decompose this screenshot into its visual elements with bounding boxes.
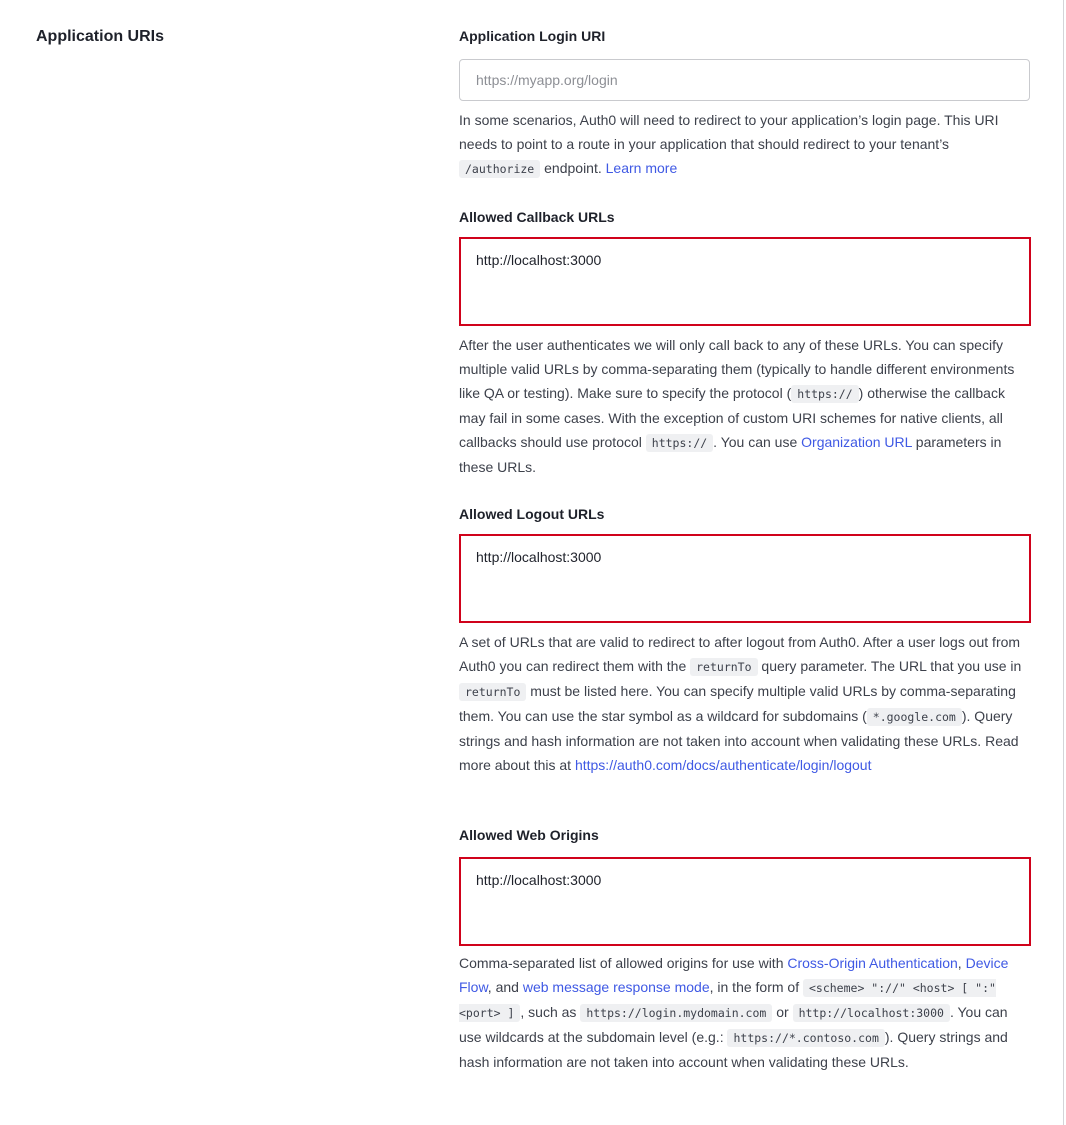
web-origins-label: Allowed Web Origins — [459, 827, 599, 843]
callback-urls-textarea[interactable] — [461, 239, 1029, 324]
help-text: After the user authenticates we will only call back to any of these URLs. You can specify multiple valid URLs by comma-separating them (typically to handle different environments like QA or testing). Make sure to specify the protocol ( — [459, 337, 1015, 401]
help-text: , and — [487, 979, 519, 995]
web-message-response-mode-link[interactable]: web message response mode — [522, 979, 710, 995]
https-code: https:// — [791, 385, 858, 403]
login-uri-input[interactable] — [460, 60, 1029, 100]
web-origins-help — [459, 951, 1031, 1074]
login-uri-help — [459, 108, 1031, 181]
wildcard-code: *.google.com — [867, 708, 962, 726]
organization-url-link[interactable]: Organization URL — [801, 434, 912, 450]
help-text: query parameter. The URL that you use in — [761, 658, 1022, 674]
device-flow-link[interactable]: Device Flow — [459, 955, 1009, 995]
callback-urls-label: Allowed Callback URLs — [459, 209, 615, 225]
section-title: Application URIs — [36, 28, 165, 45]
help-text: , such as — [520, 1004, 577, 1020]
help-text: endpoint. — [544, 160, 602, 176]
logout-urls-textarea[interactable] — [461, 536, 1029, 621]
authorize-code: /authorize — [459, 160, 540, 178]
login-uri-label: Application Login URI — [459, 28, 606, 44]
logout-docs-link[interactable]: https://auth0.com/docs/authenticate/login/logout — [574, 757, 872, 773]
example-origin-code: http://localhost:3000 — [793, 1004, 950, 1022]
https-code: https:// — [646, 434, 713, 452]
cross-origin-auth-link[interactable]: Cross-Origin Authentication — [787, 955, 958, 971]
help-text: ) otherwise the callback may fail in some cases. With the exception of custom URI schemes for native clients, all callbacks should use protocol — [459, 385, 1005, 450]
example-origin-code: https://login.mydomain.com — [580, 1004, 772, 1022]
logout-urls-help — [459, 630, 1031, 777]
web-origins-textarea[interactable] — [461, 859, 1029, 944]
origin-format-code: <scheme> "://" <host> [ ":" <port> ] — [459, 981, 996, 1020]
callback-urls-help — [459, 333, 1031, 479]
help-text: must be listed here. You can specify multiple valid URLs by comma-separating them. You can use the star symbol as a wildcard for subdomains ( — [459, 683, 1016, 724]
help-text: , in the form of — [709, 979, 800, 995]
help-text: . You can use wildcards at the subdomain level (e.g.: — [459, 1004, 1008, 1045]
wildcard-origin-code: https://*.contoso.com — [727, 1029, 884, 1047]
help-text: parameters in these URLs. — [459, 434, 1002, 475]
return-to-code: returnTo — [459, 683, 526, 701]
login-uri-field-wrapper — [459, 59, 1030, 101]
help-text: Comma-separated list of allowed origins for use with — [459, 955, 784, 971]
help-text: In some scenarios, Auth0 will need to redirect to your application’s login page. This URI needs to point to a route in your application that should redirect to your tenant’s — [459, 112, 999, 152]
help-text: ). Query strings and hash information are not taken into account when validating these URLs. — [459, 1029, 1008, 1070]
help-text: ). Query strings and hash information are not taken into account when validating these URLs. Read more about this at — [459, 708, 1019, 773]
help-text: , — [957, 955, 962, 971]
help-text: A set of URLs that are valid to redirect to after logout from Auth0. After a user logs out from Auth0 you can redirect them with the — [459, 634, 1021, 674]
help-text: . You can use — [713, 434, 798, 450]
logout-urls-field-wrapper — [459, 534, 1031, 623]
learn-more-link[interactable]: Learn more — [605, 160, 678, 176]
callback-urls-field-wrapper — [459, 237, 1031, 326]
web-origins-field-wrapper — [459, 857, 1031, 946]
logout-urls-label: Allowed Logout URLs — [459, 506, 605, 522]
return-to-code: returnTo — [690, 658, 757, 676]
help-text: or — [776, 1004, 789, 1020]
